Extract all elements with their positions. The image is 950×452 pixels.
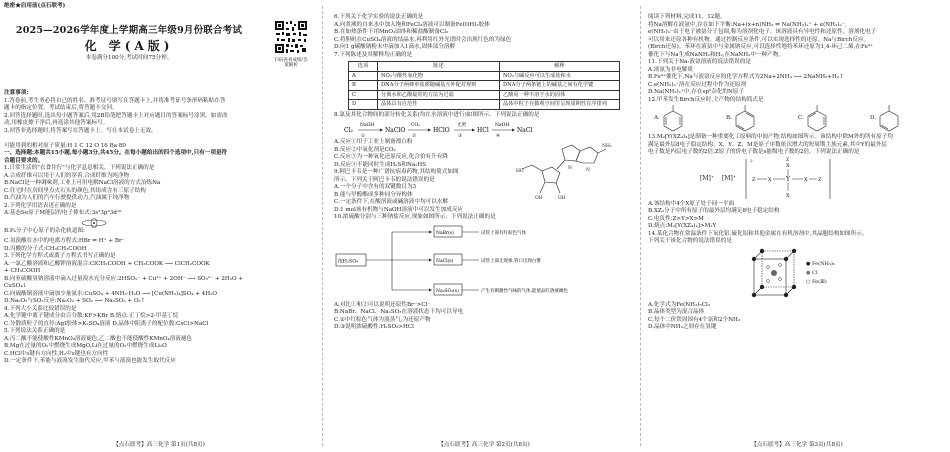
- text-line: B.Fe³⁺催化下,Na与液氨反应的化学方程式为2Na+2NH₃ ⟶ 2NaNH₂+H₂↑: [648, 74, 844, 80]
- text-line: 10.浓硫酸分别与三种钠盐反应,现象如图所示。下列说法正确的是: [334, 214, 496, 221]
- legend-item: [806, 269, 835, 278]
- text-line: 4.下列大小关系比较错误的是: [4, 305, 77, 312]
- exam-subject: 化 学(A版): [84, 39, 174, 53]
- table-cell: 晶体中粒子在微观空间里呈现周期性有序排列: [500, 100, 620, 110]
- text-line: D.Na(NH₃)ₓ⁺中,存在sp³杂化的N原子: [648, 89, 745, 95]
- scheme-reagent: NaCl(s): [436, 258, 454, 264]
- option-label: A.: [654, 115, 660, 122]
- text-line: A.该结构中4个X原子处于同一平面: [648, 200, 735, 207]
- text-line: 合题目要求的。: [4, 157, 44, 164]
- scheme-source: 浓H₂SO₄: [338, 259, 359, 265]
- text-line: 14.某化合物在常温条件下氧化铝,硫化铝和其他金属在有机溶剂中,其晶胞结构如图所示。: [648, 230, 868, 237]
- cyclohexadiene-icon: [804, 105, 830, 133]
- text-line: C.电负性:Z>Y>X>M: [648, 215, 704, 222]
- text-line: C.分散质粒子的直径:AgI胶体>K₂SO₄溶液 D.晶体中阳离子的配位数:CsCl>NaCl: [4, 320, 209, 327]
- q12-options: [654, 104, 946, 134]
- text-line: 2.下列化学用语表述正确的是: [4, 202, 77, 209]
- page-footer-2: 【点石联考】高三化学 第2页(共8页): [438, 441, 530, 448]
- text-line: 满足最外层8电子稳定结构。X、Y、Z、M是原子序数依次增大的短周期主族元素,其中Y的最外层: [648, 141, 887, 148]
- text-line: 5.下列说法关系正确的是: [4, 328, 66, 334]
- table-cell: NO₂与酸性氧化物: [378, 71, 500, 81]
- exam-score-info: 本卷满分100分,考试时间75分钟。: [85, 54, 173, 61]
- reading-material: [648, 14, 946, 104]
- scheme-observation: 试管上部有红棕色气体: [481, 230, 526, 236]
- text-line: C.住宅时在房间里点火石头的颜色,其组成含有三原子结构: [4, 187, 146, 194]
- table-cell: C: [349, 90, 378, 100]
- q12-option-c[interactable]: [798, 105, 870, 133]
- structure-atom: X: [768, 176, 772, 183]
- structure-atom: X: [804, 176, 808, 183]
- scheme-label: ②: [412, 134, 417, 140]
- cyclohexene-icon: [876, 105, 902, 133]
- option-label: C.: [798, 115, 804, 122]
- structure-atom: Z: [818, 176, 822, 183]
- text-line: C.将胆矾在CuSO₄溶液的结晶水,再利用红外光谱时会出现红色的为绿色: [334, 36, 512, 43]
- legend-marker: ●: [806, 270, 811, 276]
- text-line: A.反应①用于工业上制备漂白粉: [334, 139, 413, 146]
- scheme-node: Cl₂: [344, 127, 353, 135]
- statement-table: [348, 61, 620, 110]
- scheme-label: ④: [496, 134, 501, 140]
- text-line: C.反应③为一种氧化还原反应,化合价有升有降: [334, 154, 448, 161]
- text-line: 9.阿巴卡韦是一种广谱抗病毒药物,其结构简式如图: [334, 169, 459, 176]
- svg-text:HO: HO: [516, 169, 524, 175]
- table-cell: A: [349, 71, 378, 81]
- text-line: 阅读下列材料,完成11、12题。: [648, 14, 726, 20]
- text-line: 动,用橡皮擦干净后,再选涂其他答案标号。: [4, 120, 109, 126]
- text-line: C.氢溴酸在水中的电离方程式:HBr ⇌ H⁺ + Br⁻: [4, 238, 125, 244]
- cation-label: [M]⁺: [700, 174, 714, 182]
- text-line: 可以用来还原各种有机物。通过控制反应条件,可以实现选择性的还原。Na与Birch反应。: [648, 36, 870, 43]
- legend-label: Cl: [811, 270, 818, 276]
- text-line: A.一氯乙酸溶液和乙酸钾溶液混合:ClCH₂COOH + CH₃COOK ⟶ ClCH₂COOK: [4, 260, 210, 267]
- text-line: B.能与甲醇酯成多种同分异构体: [334, 191, 413, 198]
- text-line: 11.下列关于Na-液氨溶液的说法错误的是: [648, 59, 751, 65]
- column-divider: [322, 6, 323, 446]
- scheme-label: ①: [361, 134, 366, 140]
- svg-text:N: N: [568, 166, 572, 172]
- text-line: C.每个二价铁周围有4个氯和2个NH₃: [648, 316, 741, 323]
- q12-option-a[interactable]: [654, 105, 726, 133]
- structure-atom: X: [786, 192, 790, 199]
- scheme-label: NaOH: [360, 123, 375, 129]
- svg-text:2-: 2-: [750, 158, 754, 163]
- text-line: 2.回答选择题时,选出每小题答案后,用2B铅笔把答题卡上对应题目的答案标号涂黑。如需改: [4, 112, 228, 119]
- exam-title: 2025—2026学年度上学期高三年级9月份联合考试: [15, 24, 243, 36]
- text-line: CuSO₄↓: [4, 283, 28, 289]
- text-line: 注意事项:: [4, 90, 29, 96]
- q14-crystal: [748, 246, 946, 302]
- text-line: [4, 135, 314, 143]
- page-footer-1: 【点石联考】高三化学 第1页(共8页): [113, 441, 205, 448]
- scheme-label: CO₂: [411, 123, 420, 129]
- legend-item: [806, 260, 835, 269]
- scheme-node: NaClO: [385, 127, 406, 135]
- text-line: C.向硫酸铜溶液中滴加少量氨水:CuSO₄ + 4NH₃·H₂O ⟶ [Cu(NH₃)₄]SO₄ + 4H₂O: [4, 290, 217, 297]
- text-line: 6.下列关于化学实验的说法正确的是: [334, 14, 424, 20]
- text-line: D.一定条件下,苯能与液溴发生取代反应,甲苯与液溴也能发生取代反应: [4, 358, 176, 364]
- scheme-label: 光照: [457, 123, 466, 129]
- confidential-note: 绝密★启用前(点石联考): [4, 3, 66, 9]
- table-header-row: [349, 62, 620, 72]
- structure-atom: X: [786, 162, 790, 169]
- scheme-observation: 产生有刺激性气味的气体,能使品红溶液褪色: [481, 288, 568, 294]
- orbital-diagram-icon: [64, 218, 124, 228]
- text-line: B.Mg在过量的O₂中燃烧生成MgO,Li在过量的O₂中燃烧生成Li₂O: [4, 343, 167, 349]
- text-line: 一、选择题:本题共15小题,每小题3分,共45分。在每小题给出的四个选项中,只有一项是符: [4, 150, 228, 156]
- legend-marker: ○: [806, 279, 811, 285]
- legend-label: Fe(Ⅲ): [811, 279, 827, 285]
- structure-atom: Y: [786, 175, 790, 183]
- question-8-10: [334, 139, 634, 222]
- anion-structure: [744, 157, 834, 201]
- scheme-label: ③: [458, 134, 463, 140]
- text-line: A.合成纤维可以用于人们的穿着,合成纤维为纯净物: [4, 172, 130, 179]
- text-line: 所示。下列关于阿巴卡韦的说法错误的是: [334, 176, 435, 183]
- text-line: C.e(NH₃)ₙ⁻溶在反应过程中作为还原剂: [648, 81, 747, 88]
- table-row: [349, 81, 620, 91]
- question-14-options: [648, 302, 946, 332]
- text-line: 1.答卷前,考生务必将自己的姓名、准考证号填写在答题卡上,并将准考证号条形码粘贴在答: [4, 97, 226, 104]
- crystal-legend: [806, 260, 835, 287]
- instructions-and-questions: [4, 90, 314, 366]
- text-line: 12.甲苯发生Birch反应时,主产物的结构简式是: [648, 96, 764, 103]
- chlorine-scheme: [342, 119, 572, 139]
- abacavir-structure: [502, 139, 612, 207]
- q13-structure: [700, 157, 946, 201]
- text-line: B.NaBr、NaCl、Na₂SO₃在溶液状态下均可以导电: [334, 309, 464, 316]
- text-line: 催化下与Na生成NaNH₂和H₂,在NaNH₂中一种产物。: [648, 51, 784, 58]
- text-line: A.化学键中离子键成分由百分数:KF>KBr B.熔点:正丁烷>2-甲基丁烷: [4, 313, 179, 319]
- crystal-cell-diagram: [748, 247, 800, 301]
- page-footer-3: 【点石联考】高三化学 第3页(共8页): [751, 441, 843, 448]
- option-label: B.: [726, 115, 732, 122]
- text-line: 电子数是内层电子数的2倍,Z原子的价电子数是s能级电子数的2倍。下列说法正确的是: [648, 149, 860, 155]
- text-line: 可能用到的相对原子质量:H 1 C 12 O 16 Ba 80: [4, 142, 126, 149]
- table-header: 选项: [349, 62, 378, 72]
- column-3: [648, 0, 946, 452]
- text-line: A.对比①和②可以说明还原性Br⁻>Cl⁻: [334, 301, 431, 308]
- text-line: 3.下列化学方程式或离子方程式书写正确的是: [4, 253, 116, 259]
- scheme-observation: 试管上部无现象,管口出现白雾: [481, 258, 541, 264]
- text-line: C.HCl中s键有方向性,H₂中s键也有方向性: [4, 350, 109, 357]
- text-line: C.一定条件下,在酸溶液或碱溶液中均可以水解: [334, 199, 448, 206]
- cyclohexadiene-icon: [660, 105, 686, 133]
- text-line: D.汽油为人们的汽车行驶提供动力,汽油属于纯净物: [4, 195, 130, 201]
- qr-code-icon: [274, 20, 308, 54]
- svg-text:NH₂: NH₂: [602, 144, 612, 150]
- table-cell: 晶体具有自范性: [378, 100, 500, 110]
- text-line: A.基态Se原子M能层的电子排布式:3s²3p⁶3d¹⁰: [4, 210, 122, 216]
- text-line: B.反应②中氧化剂是CO₂: [334, 146, 396, 153]
- scheme-reagent: NaBr(s): [436, 230, 454, 236]
- text-line: B.P₄分子中心原子的杂化轨道图:: [4, 227, 85, 234]
- text-line: D.③说明浓硫酸性:H₂SO₃>HCl: [334, 324, 414, 331]
- text-line: B.在如热条件下用MnO₂固体和稀盐酸制备Cl₂: [334, 29, 449, 35]
- text-line: C.②中红棕色气体为溴蒸气,为还原产物: [334, 316, 431, 323]
- qr-caption: 扫码查看成绩/答案解析: [274, 57, 308, 68]
- scheme-node: HCl: [477, 127, 489, 135]
- svg-text:OH: OH: [535, 196, 543, 202]
- legend-label: Fe(NH₃)₆: [811, 261, 835, 267]
- question-6-7: [334, 14, 634, 59]
- text-line: D.Na₂O₂与SO₂反应:Na₂O₂ + SO₂ ⟶ Na₂SO₃ + O₂↑: [4, 298, 146, 304]
- text-line: B.晶体类型为混合晶体: [648, 309, 705, 315]
- text-line: D.向1 g碳酸钠粉末中滴加入1滴水,固体部分溶解: [334, 44, 456, 50]
- text-line: D.晶体中NH₃之间存在氢键: [648, 324, 717, 330]
- option-label: D.: [870, 115, 877, 122]
- text-line: 下列关于该化合物的说法错误的是: [648, 238, 732, 244]
- text-line: A.丙二酸不能使酸性KMnO₄溶液褪色,乙二酸也不能使酸性KMnO₄溶液褪色: [4, 335, 193, 342]
- scheme-node: NaCl: [517, 127, 533, 135]
- text-line: e(NH₃)ₙ⁻由于电子被氨分子包围,称为溶剂化电子。该溶液具有导电性和还原性。溶剂化电子: [648, 29, 877, 35]
- text-line: D.1 mol该有机物与NaOH溶液中可以发生加成反应: [334, 206, 464, 213]
- text-line: B.向亚硫酸氢钠溶液中滴入过量溴水充分反应:2HSO₃⁻ + Cu²⁺ + 2OH⁻ ⟶ SO₃²⁻ + 2H₂O +: [4, 275, 244, 282]
- column-2: [334, 0, 634, 452]
- legend-item: [806, 278, 835, 287]
- table-cell: D: [349, 100, 378, 110]
- scheme-label: NaOH: [495, 123, 510, 129]
- text-line: D.熔点:M₂[Y(XZ₄)₄]>M₂Y: [648, 223, 717, 229]
- scheme-node: HClO: [433, 127, 450, 135]
- text-line: 1.日常生活的"衣食住行"与化学息息相关。下列说法正确的是: [4, 165, 155, 171]
- text-line: A.向煮沸的自来水中加入饱和FeCl₃溶液可以制备Fe(OH)₃胶体: [334, 21, 490, 28]
- table-cell: NO₂与碱反应可以生成盐和水: [500, 71, 620, 81]
- text-line: B.XZ₂分子中所有原子的最外层均满足8电子稳定结构: [648, 208, 780, 214]
- table-header: 解释: [500, 62, 620, 72]
- orbital-diagram: [64, 218, 314, 228]
- table-cell: DNA分子两条链上的碱基之间有化学键: [500, 81, 620, 91]
- qr-code[interactable]: [274, 20, 308, 68]
- text-line: A.化学式为Fe(NH₃)₆Cl₃: [648, 301, 711, 308]
- q12-option-d[interactable]: [870, 105, 942, 133]
- text-line: 7.下列陈述及其解释均正确的是: [334, 51, 413, 58]
- question-13: [648, 134, 946, 157]
- table-cell: 分离水和乙酸最常的方法为过滤: [378, 90, 500, 100]
- text-line: 13.M₂[Y(XZ₄)₄]是制备一种重要化工原料的中间产物,结构如图所示。该结构中除M外的所有原子均: [648, 134, 893, 140]
- svg-text:OH: OH: [558, 196, 566, 202]
- table-header: 陈述: [378, 62, 500, 72]
- cyclohexadiene-icon: [732, 105, 758, 133]
- column-1: [4, 0, 314, 452]
- text-line: D.反应④不能同时生成H₂S和Na₂HS: [334, 161, 427, 168]
- table-cell: DNA分子两條单盐都随碱基互补配对规则: [378, 81, 500, 91]
- text-line: D.丙酸的分子式:CH₃CH₂COOH: [4, 245, 87, 252]
- table-cell: 乙酸易一种不溶于水的固体: [500, 90, 620, 100]
- column-divider: [640, 6, 641, 446]
- legend-marker: ●: [806, 261, 811, 267]
- text-line: 题卡的指定位置。考试结束后,将答题卡交回。: [4, 105, 118, 111]
- text-line: 3.回答非选择题时,将答案写在答题卡上。写在本试卷上无效。: [4, 127, 157, 134]
- table-row: [349, 100, 620, 110]
- svg-text:Z: Z: [786, 157, 790, 163]
- text-line: (Birch还原)。苯环在液氨中与金属钠反应,可以选择性地将苯环还原为1,4-环己二烯,在Fe³⁺: [648, 44, 874, 50]
- question-13-14: [648, 201, 946, 246]
- text-line: 8.氯及其化合物间的部分转化关系(均在水溶液中进行)如图所示。下列说法正确的是: [334, 111, 540, 118]
- q12-option-b[interactable]: [726, 105, 798, 133]
- table-cell: B: [349, 81, 378, 91]
- text-line: + CH₃COOH: [4, 268, 41, 274]
- text-line: A.一个分子中含有的双键数目为3: [334, 184, 417, 191]
- text-line: B.NaCl是一种调味剂,工业上可用电解NaCl溶液的方式冶炼Na: [4, 180, 161, 186]
- scheme-reagent: Na₂SO₃(s): [436, 288, 459, 294]
- sulfuric-acid-scheme: [334, 224, 624, 302]
- structure-atom: Z: [752, 176, 756, 183]
- svg-text:N: N: [586, 168, 590, 174]
- cation-label: [M]⁺: [722, 174, 736, 182]
- text-line: A.液氨为非电解质: [648, 66, 693, 73]
- text-line: 将Na溶解在液氨中,存在如下平衡:Na+(x+n)NH₃ ⇌ Na(NH₃)ₓ⁺ + e(NH₃)ₙ⁻,: [648, 21, 847, 28]
- table-row: [349, 71, 620, 81]
- question-10-options: [334, 302, 634, 332]
- table-row: [349, 90, 620, 100]
